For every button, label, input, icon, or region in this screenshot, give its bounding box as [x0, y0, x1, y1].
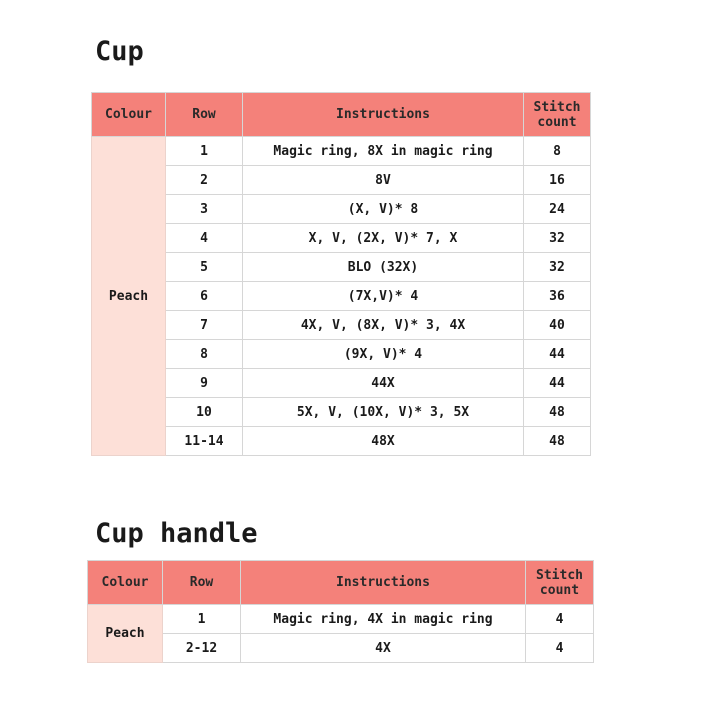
row-cell: 2-12 [163, 634, 241, 663]
header-stitch-line1: Stitch [536, 567, 583, 583]
header-colour: Colour [92, 93, 166, 137]
count-cell: 4 [526, 634, 594, 663]
count-cell: 48 [524, 427, 591, 456]
count-cell: 32 [524, 224, 591, 253]
table-row [88, 634, 594, 663]
row-cell: 9 [166, 369, 243, 398]
row-cell: 7 [166, 311, 243, 340]
instructions-cell: X, V, (2X, V)* 7, X [243, 224, 524, 253]
table-row [92, 427, 591, 456]
colour-cell: Peach [92, 137, 166, 456]
header-stitch-line2: count [539, 582, 580, 598]
header-stitch-count [526, 561, 594, 605]
row-cell: 3 [166, 195, 243, 224]
header-stitch-line1: Stitch [533, 99, 581, 115]
table-row [92, 282, 591, 311]
instructions-cell: 4X, V, (8X, V)* 3, 4X [243, 311, 524, 340]
table-row [92, 166, 591, 195]
count-cell: 48 [524, 398, 591, 427]
header-colour: Colour [88, 561, 163, 605]
cup-handle-header-row [88, 561, 594, 605]
instructions-cell: BLO (32X) [243, 253, 524, 282]
row-cell: 2 [166, 166, 243, 195]
count-cell: 44 [524, 340, 591, 369]
table-row [92, 195, 591, 224]
instructions-cell: Magic ring, 4X in magic ring [241, 605, 526, 634]
table-row [92, 340, 591, 369]
instructions-cell: (X, V)* 8 [243, 195, 524, 224]
header-stitch-count [524, 93, 591, 137]
table-row [92, 224, 591, 253]
instructions-cell: (9X, V)* 4 [243, 340, 524, 369]
header-instructions: Instructions [241, 561, 526, 605]
row-cell: 11-14 [166, 427, 243, 456]
cup-handle-table [87, 560, 594, 663]
count-cell: 8 [524, 137, 591, 166]
row-cell: 6 [166, 282, 243, 311]
instructions-cell: 5X, V, (10X, V)* 3, 5X [243, 398, 524, 427]
count-cell: 16 [524, 166, 591, 195]
cup-title: Cup [95, 36, 144, 67]
row-cell: 8 [166, 340, 243, 369]
colour-cell: Peach [88, 605, 163, 663]
count-cell: 4 [526, 605, 594, 634]
instructions-cell: 8V [243, 166, 524, 195]
table-row [92, 369, 591, 398]
instructions-cell: (7X,V)* 4 [243, 282, 524, 311]
table-row [92, 253, 591, 282]
instructions-cell: 44X [243, 369, 524, 398]
count-cell: 36 [524, 282, 591, 311]
cup-handle-title: Cup handle [95, 518, 258, 549]
count-cell: 44 [524, 369, 591, 398]
row-cell: 1 [166, 137, 243, 166]
table-row [88, 605, 594, 634]
instructions-cell: Magic ring, 8X in magic ring [243, 137, 524, 166]
count-cell: 40 [524, 311, 591, 340]
row-cell: 10 [166, 398, 243, 427]
row-cell: 5 [166, 253, 243, 282]
table-row [92, 398, 591, 427]
count-cell: 32 [524, 253, 591, 282]
cup-header-row [92, 93, 591, 137]
count-cell: 24 [524, 195, 591, 224]
row-cell: 1 [163, 605, 241, 634]
table-row [92, 137, 591, 166]
instructions-cell: 4X [241, 634, 526, 663]
instructions-cell: 48X [243, 427, 524, 456]
header-instructions: Instructions [243, 93, 524, 137]
row-cell: 4 [166, 224, 243, 253]
header-row: Row [163, 561, 241, 605]
table-row [92, 311, 591, 340]
header-stitch-line2: count [537, 114, 577, 130]
cup-table [91, 92, 591, 456]
header-row: Row [166, 93, 243, 137]
